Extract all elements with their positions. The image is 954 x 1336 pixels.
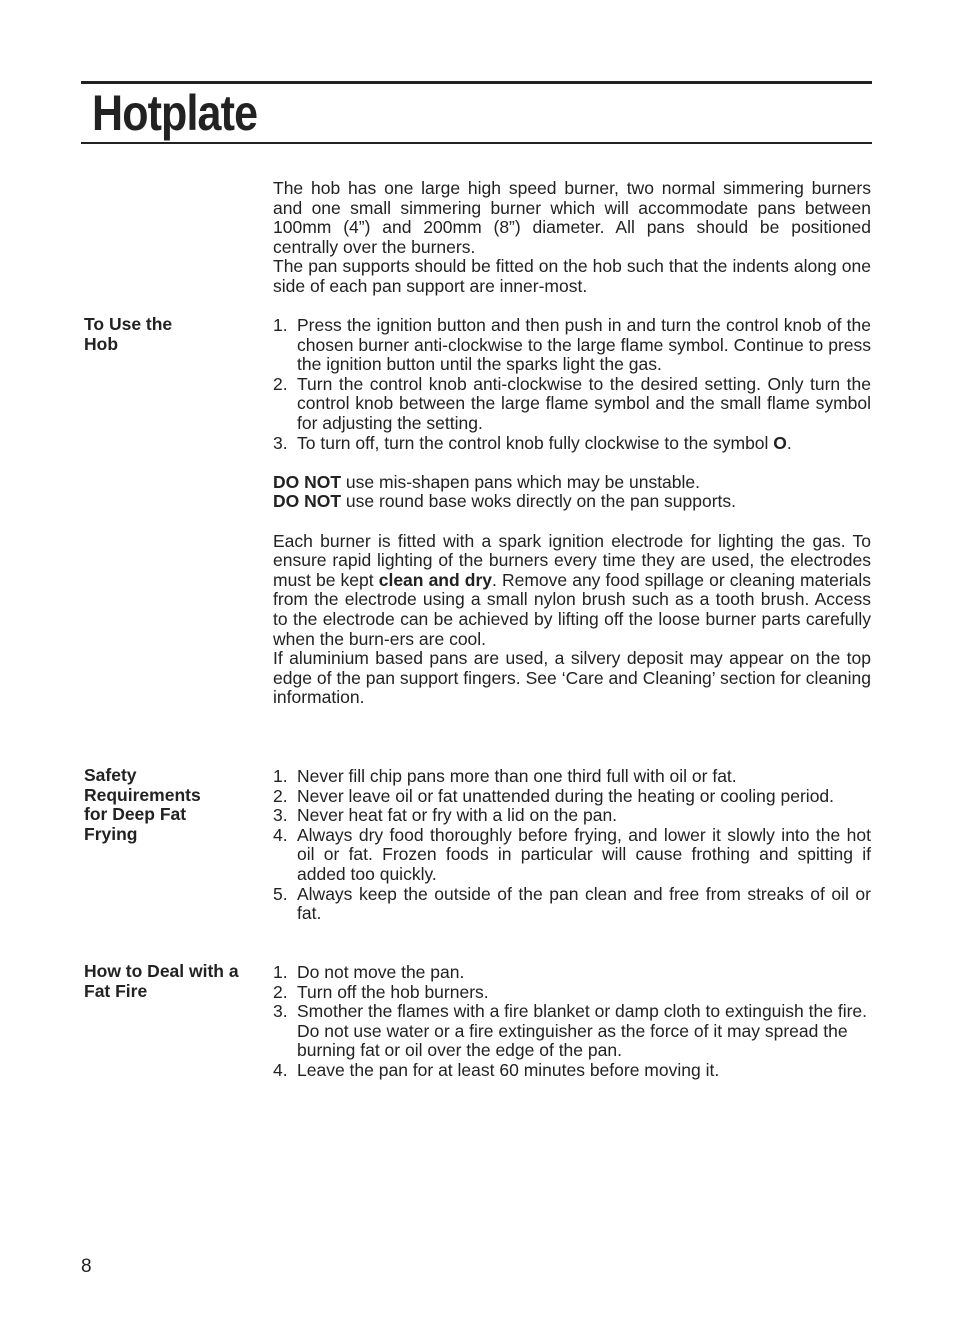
list-item: 2. Turn the control knob anti-clockwise to the desired setting. Only turn the control knob between the large flame symbol and the small flame symbol for adjusting the setting.: [273, 373, 871, 433]
aluminium-paragraph: If aluminium based pans are used, a silvery deposit may appear on the top edge of the pan support fingers. See ‘Care and Cleaning’ section for cleaning information.: [273, 648, 871, 708]
list-item: 1. Do not move the pan.: [273, 962, 465, 982]
list-item: 3. To turn off, turn the control knob fully clockwise to the symbol O.: [273, 432, 792, 453]
fat-fire-heading: How to Deal with a Fat Fire: [84, 961, 239, 1001]
fat-fire-section: [273, 963, 871, 1081]
page-number: 8: [81, 1256, 92, 1277]
safety-heading: Safety Requirements for Deep Fat Frying: [84, 765, 201, 844]
list-item: 5. Always keep the outside of the pan clean and free from streaks of oil or fat.: [273, 883, 871, 924]
list-item: 3. Smother the flames with a fire blanket or damp cloth to extinguish the fire. Do not use water or a fire extinguisher as the force of it may spread the burning fat or oil over the edge of the pan.: [273, 1001, 868, 1061]
do-not-warning-1: DO NOT use mis-shapen pans which may be unstable.: [273, 471, 701, 492]
use-hob-heading: To Use the Hob: [84, 314, 173, 354]
list-item: 2. Never leave oil or fat unattended during the heating or cooling period.: [273, 785, 835, 806]
list-item: 3. Never heat fat or fry with a lid on the pan.: [273, 805, 618, 826]
title-rule-bottom: [81, 142, 872, 144]
list-item: 1. Press the ignition button and then push in and turn the control knob of the chosen burner anti-clockwise to the large flame symbol. Continue to press the ignition button until the sparks light the gas.: [273, 315, 871, 375]
intro-paragraph-1: The hob has one large high speed burner, two normal simmering burners and one small simmering burner which will accommodate pans between 100mm (4”) and 200mm (8”) diameter. All pans should be positioned centrally over the burners.: [273, 178, 871, 257]
intro-section: [273, 179, 871, 297]
page-title: Hotplate: [92, 85, 258, 141]
safety-list: [273, 767, 871, 924]
off-symbol: O: [773, 432, 787, 453]
list-item: 4. Always dry food thoroughly before frying, and lower it slowly into the hot oil or fat. Frozen foods in particular will cause frothing and spitting if added too quickly.: [273, 824, 871, 884]
fat-fire-list: [273, 963, 871, 1081]
use-hob-section: [273, 316, 871, 708]
intro-paragraph-2: The pan supports should be fitted on the hob such that the indents along one side of each pan support are inner-most.: [273, 256, 871, 296]
list-item: 2. Turn off the hob burners.: [273, 981, 489, 1002]
safety-section: [273, 767, 871, 924]
use-hob-steps: [273, 316, 871, 453]
list-item: 4. Leave the pan for at least 60 minutes before moving it.: [273, 1059, 720, 1080]
do-not-warning-2: DO NOT use round base woks directly on the pan supports.: [273, 491, 737, 512]
list-item: 1. Never fill chip pans more than one third full with oil or fat.: [273, 766, 737, 786]
electrode-paragraph: Each burner is fitted with a spark ignition electrode for lighting the gas. To ensure rapid lighting of the burners every time they are used, the electrodes must be kept clean and dry. Remove any food spillage or cleaning materials from the electrode using a small nylon brush such as a tooth brush. Access to the electrode can be achieved by lifting off the loose burner parts carefully when the burn-ers are cool.: [273, 530, 872, 649]
